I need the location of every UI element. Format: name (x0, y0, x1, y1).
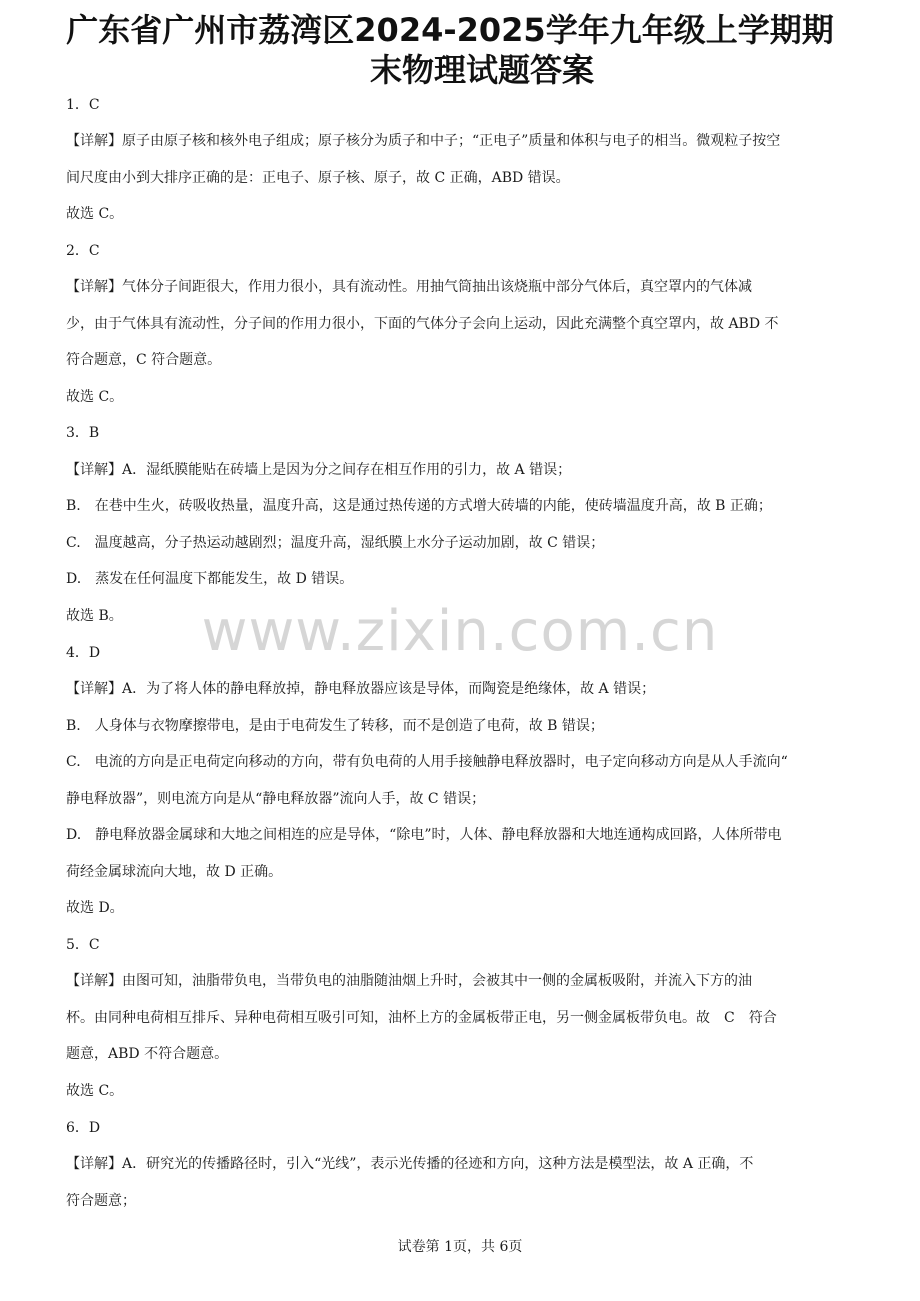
explanation-line: 静电释放器”，则电流方向是从“静电释放器”流向人手，故 C 错误； (66, 791, 486, 807)
explanation-line: B. 人身体与衣物摩擦带电，是由于电荷发生了转移，而不是创造了电荷，故 B 错误； (66, 718, 604, 734)
explanation-line: D. 蒸发在任何温度下都能发生，故 D 错误。 (66, 571, 354, 587)
answer-number: 1．C (66, 97, 100, 113)
answer-number: 3．B (66, 425, 100, 441)
answer-choice-line: 故选 D。 (66, 900, 124, 916)
explanation-line: 【详解】由图可知，油脂带负电，当带负电的油脂随油烟上升时，会被其中一侧的金属板吸附，并流入下方的油 (66, 973, 752, 989)
answer-choice-line: 故选 B。 (66, 608, 123, 624)
explanation-line: 间尺度由小到大排序正确的是：正电子、原子核、原子，故 C 正确，ABD 错误。 (66, 170, 570, 186)
answer-number: 6．D (66, 1120, 101, 1136)
explanation-line: 【详解】A．为了将人体的静电释放掉，静电释放器应该是导体，而陶瓷是绝缘体，故 A 错误； (66, 681, 656, 697)
watermark: www.zixin.com.cn (201, 599, 719, 664)
explanation-line: 杯。由同种电荷相互排斥、异种电荷相互吸引可知，油杯上方的金属板带正电，另一侧金属板带负电。故 C 符合 (66, 1010, 777, 1026)
explanation-line: C. 温度越高，分子热运动越剧烈；温度升高，湿纸膜上水分子运动加剧，故 C 错误； (66, 535, 605, 551)
explanation-line: 符合题意，C 符合题意。 (66, 352, 222, 368)
document-title-line-2: 末物理试题答案 (369, 51, 594, 89)
explanation-line: 【详解】原子由原子核和核外电子组成；原子核分为质子和中子；“正电子”质量和体积与电子的相当。微观粒子按空 (66, 133, 781, 149)
explanation-line: 【详解】A．湿纸膜能贴在砖墙上是因为分之间存在相互作用的引力，故 A 错误； (66, 462, 572, 478)
explanation-line: 少，由于气体具有流动性，分子间的作用力很小，下面的气体分子会向上运动，因此充满整个真空罩内，故 ABD 不 (66, 316, 779, 332)
answer-number: 2．C (66, 243, 100, 259)
answer-choice-line: 故选 C。 (66, 1083, 124, 1099)
page-footer: 试卷第 1页，共 6页 (397, 1239, 523, 1255)
explanation-line: B. 在巷中生火，砖吸收热量，温度升高，这是通过热传递的方式增大砖墙的内能，使砖墙温度升高，故 B 正确； (66, 498, 772, 514)
answer-number: 4．D (66, 645, 101, 661)
explanation-line: D. 静电释放器金属球和大地之间相连的应是导体，“除电”时，人体、静电释放器和大地连通构成回路，人体所带电 (66, 827, 782, 843)
explanation-line: 【详解】气体分子间距很大，作用力很小，具有流动性。用抽气筒抽出该烧瓶中部分气体后，真空罩内的气体减 (66, 279, 752, 295)
explanation-line: 【详解】A．研究光的传播路径时，引入“光线”，表示光传播的径迹和方向，这种方法是模型法，故 A 正确，不 (66, 1156, 754, 1172)
explanation-line: 荷经金属球流向大地，故 D 正确。 (66, 864, 283, 880)
explanation-line: 题意，ABD 不符合题意。 (66, 1046, 229, 1062)
explanation-line: 符合题意； (66, 1193, 136, 1209)
answer-number: 5．C (66, 937, 100, 953)
answer-choice-line: 故选 C。 (66, 389, 124, 405)
document-title-line-1: 广东省广州市荔湾区2024-2025学年九年级上学期期 (66, 11, 834, 49)
answer-choice-line: 故选 C。 (66, 206, 124, 222)
explanation-line: C. 电流的方向是正电荷定向移动的方向，带有负电荷的人用手接触静电释放器时，电子定向移动方向是从人手流向“ (66, 754, 788, 770)
